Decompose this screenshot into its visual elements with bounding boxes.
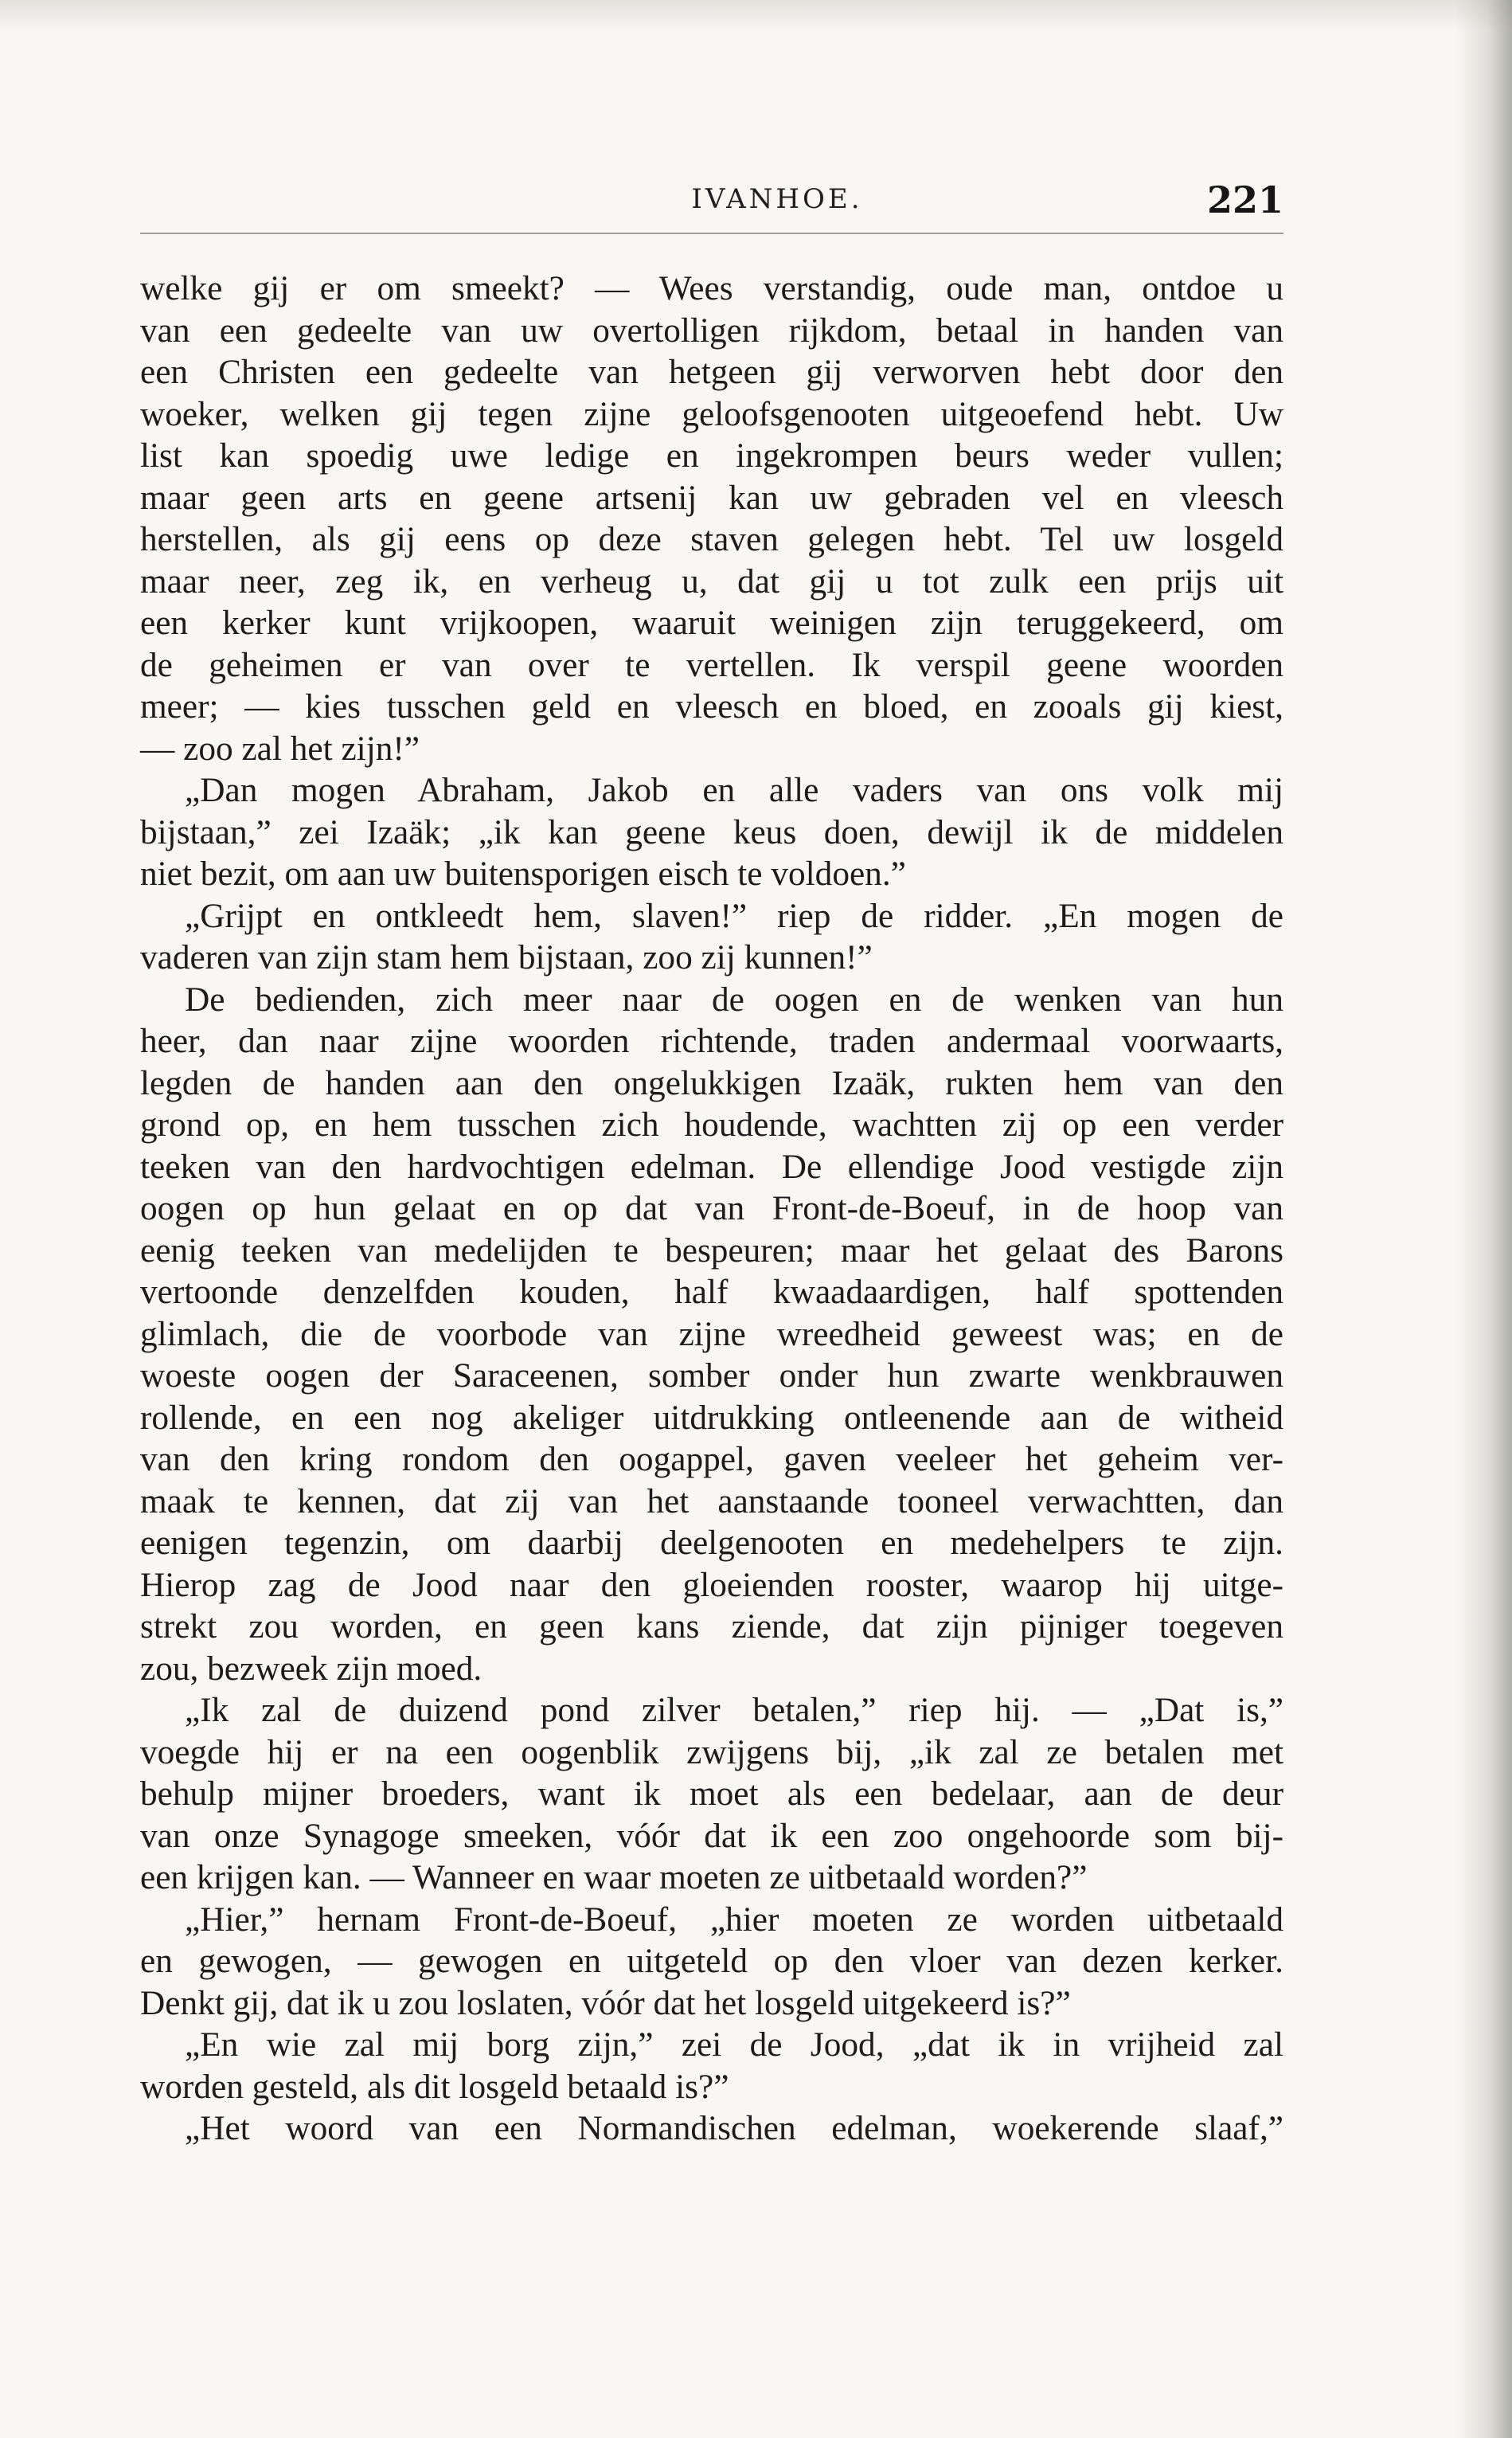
text-line: voegde hij er na een oogenblik zwijgens bij, „ik zal ze betalen met [140,1732,1283,1771]
text-line: grond op, en hem tusschen zich houdende, wachtten zij op een verder [140,1106,1283,1144]
text-line: De bedienden, zich meer naar de oogen en de wenken van hun [185,980,1283,1019]
text-line: bijstaan,” zei Izaäk; „ik kan geene keus doen, dewijl ik de middelen [140,812,1283,851]
text-line: Denkt gij, dat ik u zou loslaten, vóór dat het losgeld uitgekeerd is?” [140,1983,1071,2022]
text-line: de geheimen er van over te vertellen. Ik verspil geene woorden [140,645,1283,684]
page-edge-shadow [1456,0,1512,2438]
text-line: een kerker kunt vrijkoopen, waaruit weinigen zijn teruggekeerd, om [140,604,1283,642]
text-line: zou, bezweek zijn moed. [140,1649,483,1688]
text-line: teeken van den hardvochtigen edelman. De ellendige Jood vestigde zijn [140,1147,1283,1186]
text-line: behulp mijner broeders, want ik moet als een bedelaar, aan de deur [140,1775,1283,1813]
text-line: eenigen tegenzin, om daarbij deelgenooten en medehelpers te zijn. [140,1524,1283,1562]
text-line: „Grijpt en ontkleedt hem, slaven!” riep de ridder. „En mogen de [185,896,1283,935]
text-line: vaderen van zijn stam hem bijstaan, zoo zij kunnen!” [140,938,873,976]
text-line: „Hier,” hernam Front-de-Boeuf, „hier moeten ze worden uitbetaald [185,1900,1283,1939]
text-line: van een gedeelte van uw overtolligen rijkdom, betaal in handen van [140,311,1283,350]
text-line: worden gesteld, als dit losgeld betaald is?” [140,2067,729,2106]
text-line: strekt zou worden, en geen kans ziende, dat zijn pijniger toegeven [140,1607,1283,1646]
page-header [140,178,1283,239]
text-line: en gewogen, — gewogen en uitgeteld op den vloer van dezen kerker. [140,1942,1283,1980]
page-top-shadow [0,0,1512,32]
text-line: „En wie zal mij borg zijn,” zei de Jood, „dat ik in vrijheid zal [185,2025,1283,2064]
text-line: oogen op hun gelaat en op dat van Front-de-Boeuf, in de hoop van [140,1189,1283,1227]
text-line: meer; — kies tusschen geld en vleesch en bloed, en zooals gij kiest, [140,687,1283,726]
text-line: list kan spoedig uwe ledige en ingekrompen beurs weder vullen; [140,436,1283,475]
text-line: „Het woord van een Normandischen edelman, woekerende slaaf,” [185,2109,1283,2147]
text-line: legden de handen aan den ongelukkigen Izaäk, rukten hem van den [140,1063,1283,1102]
text-line: maar geen arts en geene artsenij kan uw gebraden vel en vleesch [140,478,1283,517]
text-line: Hierop zag de Jood naar den gloeienden rooster, waarop hij uitge- [140,1565,1283,1604]
text-line: van den kring rondom den oogappel, gaven veeleer het geheim ver- [140,1440,1283,1478]
text-line: — zoo zal het zijn!” [140,729,420,768]
text-line: rollende, en een nog akeliger uitdrukking ontleenende aan de witheid [140,1398,1283,1437]
text-line: van onze Synagoge smeeken, vóór dat ik een zoo ongehoorde som bij- [140,1816,1283,1855]
text-line: woeste oogen der Saraceenen, somber onder hun zwarte wenkbrauwen [140,1356,1283,1395]
text-line: welke gij er om smeekt? — Wees verstandig, oude man, ontdoe u [140,269,1283,307]
text-line: „Dan mogen Abraham, Jakob en alle vaders van ons volk mij [185,771,1283,809]
text-line: „Ik zal de duizend pond zilver betalen,” riep hij. — „Dat is,” [185,1691,1283,1729]
text-line: vertoonde denzelfden kouden, half kwaadaardigen, half spottenden [140,1273,1283,1311]
text-line: een Christen een gedeelte van hetgeen gij verworven hebt door den [140,353,1283,391]
text-line: niet bezit, om aan uw buitensporigen eisch te voldoen.” [140,855,906,893]
page-number: 221 [1206,178,1283,221]
text-line: een krijgen kan. — Wanneer en waar moeten ze uitbetaald worden?” [140,1858,1088,1896]
text-line: woeker, welken gij tegen zijne geloofsgenooten uitgeoefend hebt. Uw [140,394,1283,433]
running-title: IVANHOE. [691,183,863,215]
text-line: maak te kennen, dat zij van het aanstaande tooneel verwachtten, dan [140,1481,1283,1520]
text-line: glimlach, die de voorbode van zijne wreedheid geweest was; en de [140,1314,1283,1353]
header-rule [140,233,1283,234]
text-line: maar neer, zeg ik, en verheug u, dat gij u tot zulk een prijs uit [140,562,1283,601]
text-line: eenig teeken van medelijden te bespeuren; maar het gelaat des Barons [140,1231,1283,1270]
body-text [140,268,1283,2150]
text-line: herstellen, als gij eens op deze staven gelegen hebt. Tel uw losgeld [140,520,1283,558]
text-line: heer, dan naar zijne woorden richtende, traden andermaal voorwaarts, [140,1022,1283,1060]
